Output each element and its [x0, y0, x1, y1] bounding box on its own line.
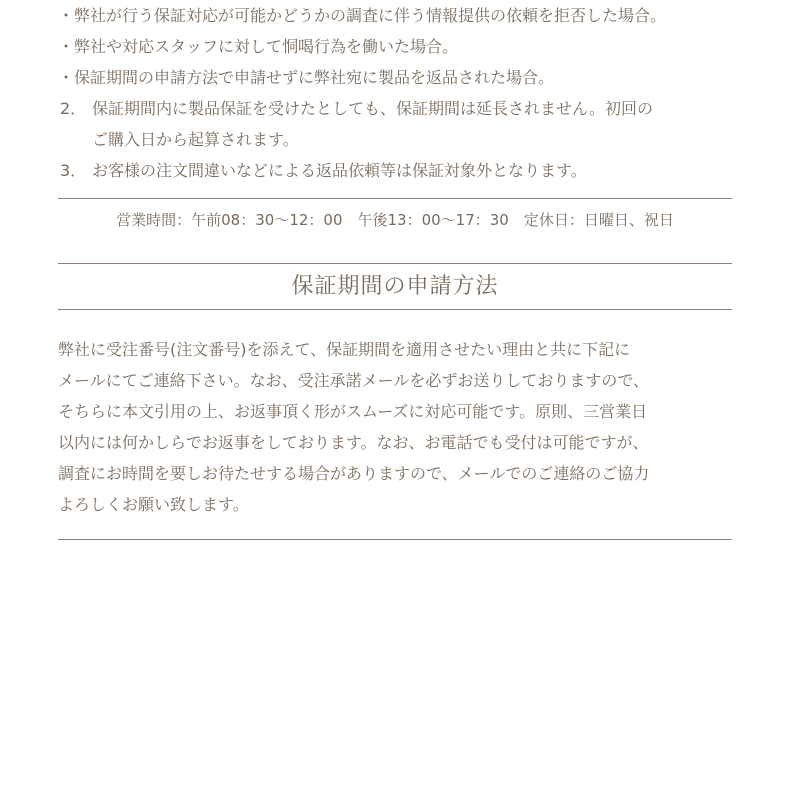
instruction-line: 調査にお時間を要しお待たせする場合がありますので、メールでのご連絡のご協力 — [58, 464, 650, 483]
instruction-line: 以内には何かしらでお返事をしております。なお、お電話でも受付は可能ですが、 — [58, 433, 649, 452]
exclusion-bullet-item: ・弊社や対応スタッフに対して恫喝行為を働いた場合。 — [58, 37, 459, 56]
clause-text-line: 保証期間内に製品保証を受けたとしても、保証期間は延長されません。初回の — [92, 99, 653, 118]
numbered-clause-3 — [58, 155, 732, 186]
instruction-line: そちらに本文引用の上、お返事頂く形がスムーズに対応可能です。原則、三営業日 — [58, 402, 648, 421]
clause-text-line: ご購入日から起算されます。 — [92, 130, 299, 149]
section-title: 保証期間の申請方法 — [291, 274, 499, 299]
instruction-line: 弊社に受注番号(注文番号)を添えて、保証期間を適用させたい理由と共に下記に — [58, 340, 631, 359]
divider — [58, 539, 732, 540]
divider — [58, 309, 732, 310]
exclusion-bullet-item: ・保証期間の申請方法で申請せずに弊社宛に製品を返品された場合。 — [58, 68, 555, 87]
application-instructions — [58, 334, 732, 520]
clause-text-line: お客様の注文間違いなどによる返品依頼等は保証対象外となります。 — [92, 161, 587, 180]
exclusion-bullet-list — [58, 0, 732, 93]
clause-number: 3． — [60, 161, 87, 180]
clause-number: 2． — [60, 99, 87, 118]
instruction-line: よろしくお願い致します。 — [58, 495, 249, 514]
numbered-clause-2 — [58, 93, 732, 155]
exclusion-bullet-item: ・弊社が行う保証対応が可能かどうかの調査に伴う情報提供の依頼を拒否した場合。 — [58, 6, 667, 25]
instruction-line: メールにてご連絡下さい。なお、受注承諾メールを必ずお送りしておりますので、 — [58, 371, 650, 390]
business-hours: 営業時間：午前08：30〜12：00 午後13：00〜17：30 定休日：日曜日、祝日 — [116, 211, 674, 229]
warranty-content — [58, 0, 732, 540]
